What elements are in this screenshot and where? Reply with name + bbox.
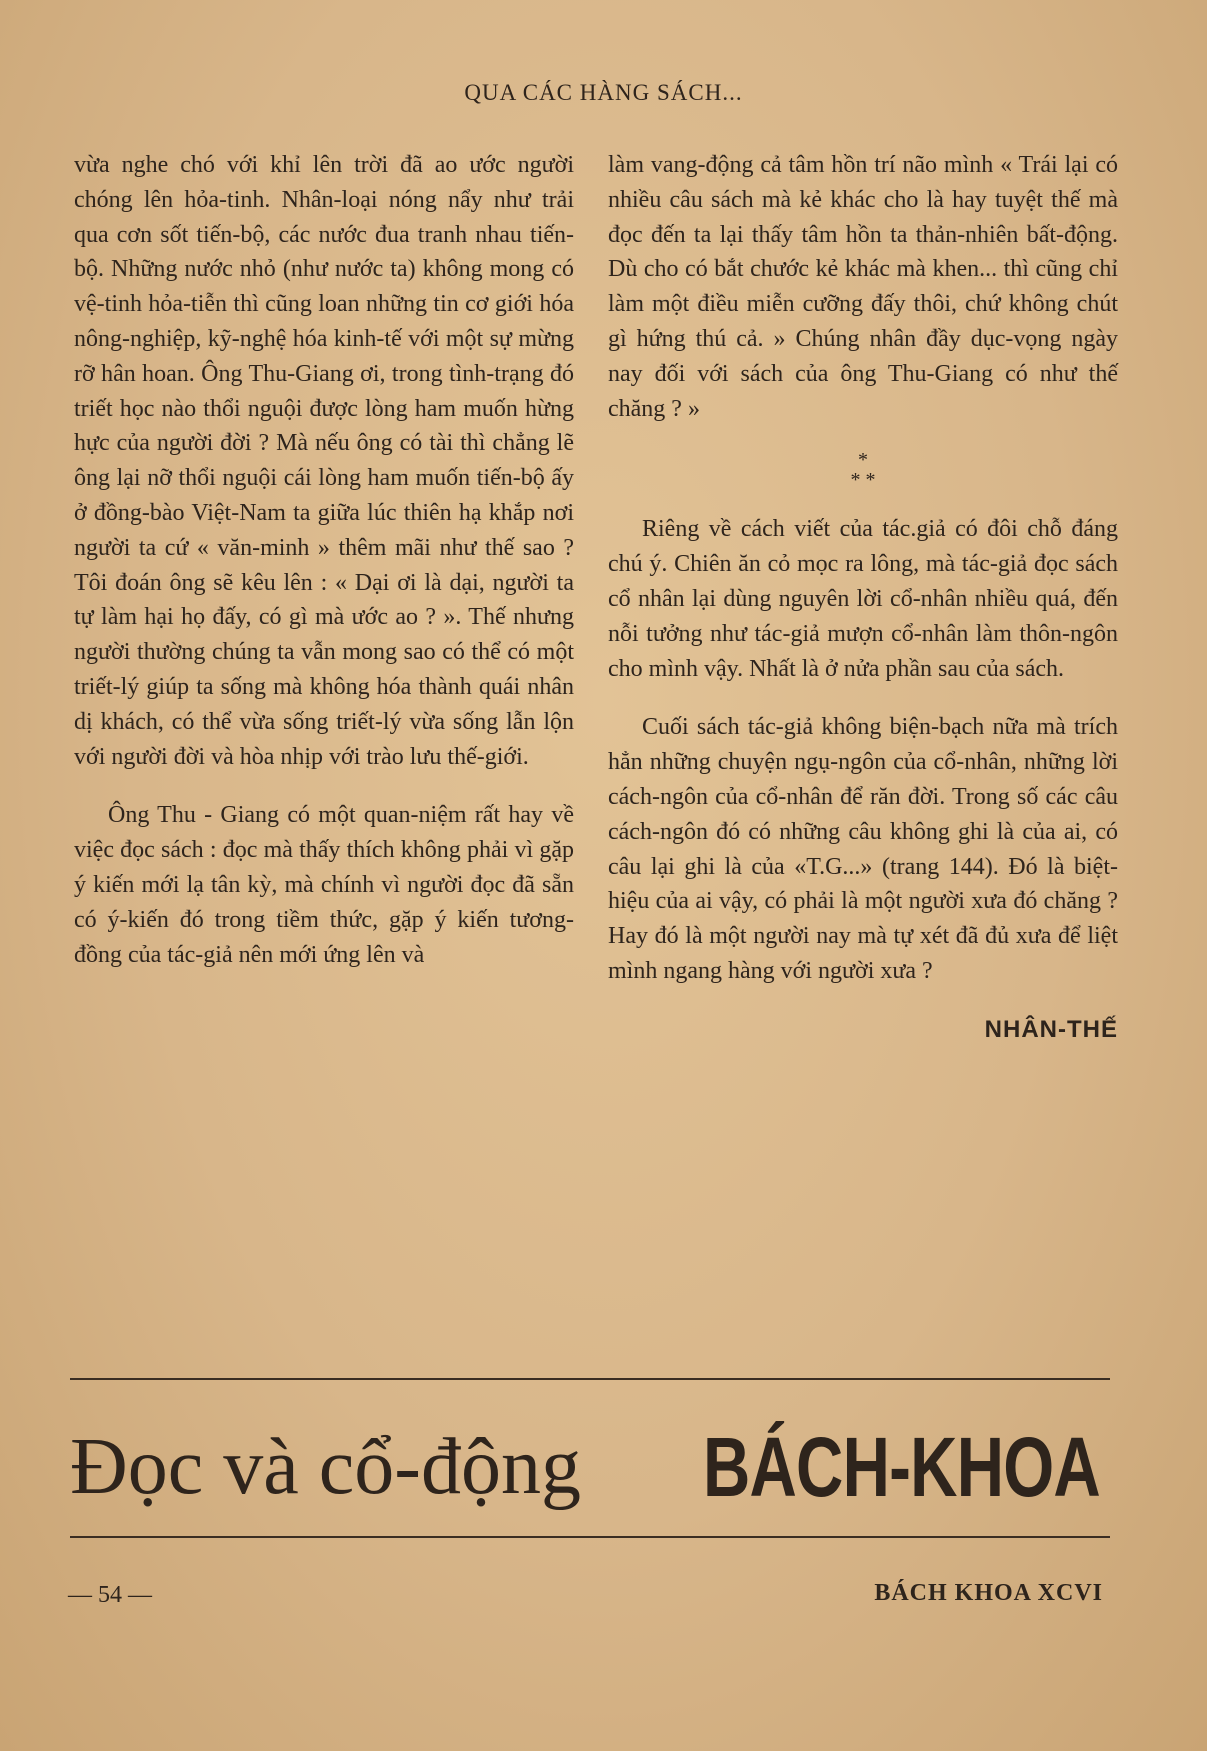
running-header: QUA CÁC HÀNG SÁCH... bbox=[464, 80, 743, 105]
promo-text: Đọc và cổ-động bbox=[70, 1423, 581, 1511]
promo-banner bbox=[70, 1412, 1110, 1522]
section-divider-asterisks bbox=[608, 450, 1118, 490]
page-number: — 54 — bbox=[68, 1582, 152, 1608]
left-paragraph-1: vừa nghe chó với khỉ lên trời đã ao ước người chóng lên hỏa-tinh. Nhân-loại nóng nẩy như trải qua cơn sốt tiến-bộ, các nước đua tranh nhau tiến-bộ. Những nước nhỏ (như nước ta) không mong có vệ-tinh hỏa-tiễn thì cũng loan những tin cơ giới hóa nông-nghiệp, kỹ-nghệ hóa kinh-tế với một sự mừng rỡ hân hoan. Ông Thu-Giang ơi, trong tình-trạng đó triết học nào thổi nguội được lòng ham muốn hừng hực của người đời ? Mà nếu ông có tài thì chẳng lẽ ông lại nỡ thổi nguội cái lòng ham muốn tiến-bộ ấy ở đồng-bào Việt-Nam ta giữa lúc thiên hạ khắp nơi người ta cứ « văn-minh » thêm mãi như thế sao ? Tôi đoán ông sẽ kêu lên : « Dại ơi là dại, người ta tự làm hại họ đấy, có gì mà ước ao ? ». Thế nhưng người thường chúng ta vẫn mong sao có thể có một triết-lý giúp ta sống mà không hóa thành quái nhân dị khách, có thể vừa sống triết-lý vừa sống lẫn lộn với người đời và hòa nhịp với trào lưu thế-giới. bbox=[74, 152, 574, 770]
asterisk-bottom: * * bbox=[850, 469, 876, 492]
bottom-divider-rule bbox=[70, 1536, 1110, 1538]
right-paragraph-1: làm vang-động cả tâm hồn trí não mình « Trái lại có nhiều câu sách mà kẻ khác cho là hay tuyệt thế mà đọc đến ta lại thấy tâm hồn ta thản-nhiên bất-động. Dù cho có bắt chước kẻ khác mà khen... thì cũng chỉ làm một điều miễn cưỡng đấy thôi, chứ không chút gì hứng thú cả. » Chúng nhân đầy dục-vọng ngày nay đối với sách của ông Thu-Giang có như thế chăng ? » bbox=[608, 152, 1118, 422]
promo-brand: BÁCH-KHOA bbox=[703, 1420, 1100, 1514]
left-column bbox=[74, 148, 574, 996]
right-paragraph-2: Riêng về cách viết của tác.giả có đôi chỗ đáng chú ý. Chiên ăn cỏ mọc ra lông, mà tác-giả đọc sách cổ nhân lại dùng nguyên lời cổ-nhân nhiều quá, đến nỗi tưởng như tác-giả mượn cổ-nhân làm thôn-ngôn cho mình vậy. Nhất là ở nửa phần sau của sách. bbox=[608, 516, 1118, 682]
right-column bbox=[608, 148, 1118, 1048]
left-paragraph-2: Ông Thu - Giang có một quan-niệm rất hay về việc đọc sách : đọc mà thấy thích không phải vì gặp ý kiến mới lạ tân kỳ, mà chính vì người đọc đã sẵn có ý-kiến đó trong tiềm thức, gặp ý kiến tương-đồng của tác-giả nên mới ứng lên và bbox=[74, 802, 574, 968]
right-paragraph-3: Cuối sách tác-giả không biện-bạch nữa mà trích hẳn những chuyện ngụ-ngôn của cổ-nhân, những lời cách-ngôn của cổ-nhân để răn đời. Trong số các câu cách-ngôn đó có những câu không ghi là của ai, có câu lại ghi là của «T.G...» (trang 144). Đó là biệt-hiệu của ai vậy, có phải là một người xưa đó chăng ? Hay đó là một người nay mà tự xét đã đủ xưa để liệt mình ngang hàng với người xưa ? bbox=[608, 714, 1118, 984]
publication-footer: BÁCH KHOA XCVI bbox=[874, 1580, 1103, 1606]
asterisk-top: * bbox=[858, 449, 868, 472]
author-signature: NHÂN-THẾ bbox=[984, 1015, 1118, 1043]
top-divider-rule bbox=[70, 1378, 1110, 1380]
